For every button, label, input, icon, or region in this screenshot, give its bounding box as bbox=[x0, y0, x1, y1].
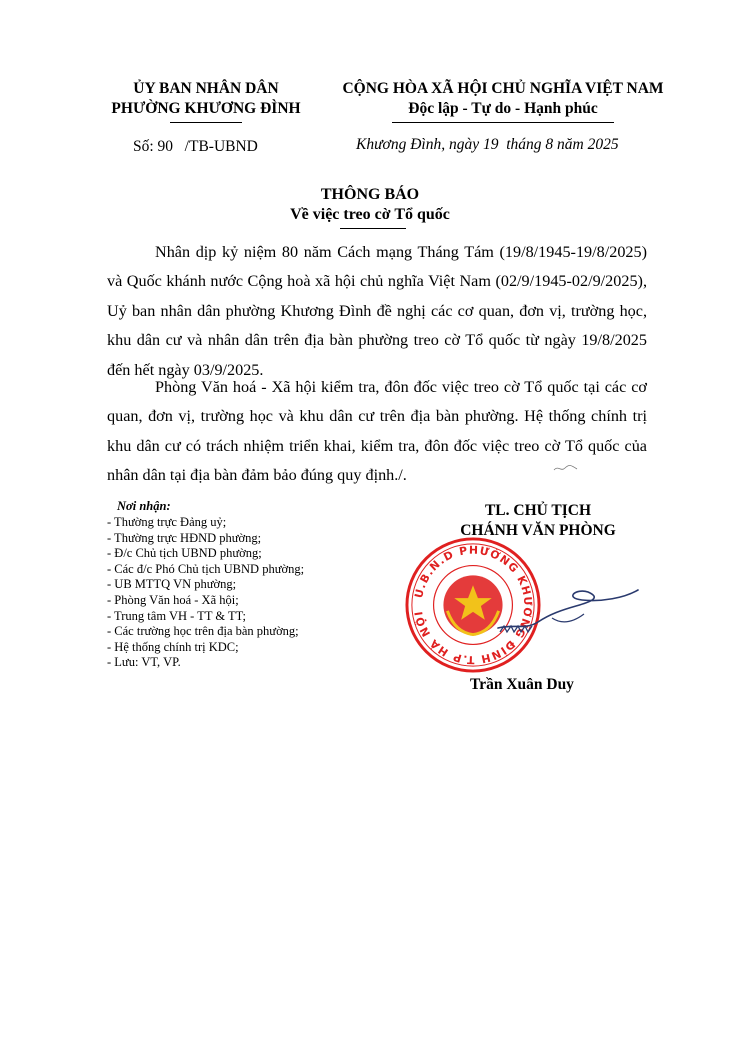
recipient-item: - Các trường học trên địa bàn phường; bbox=[107, 624, 299, 639]
signatory-title-1: TL. CHỦ TỊCH bbox=[484, 502, 592, 519]
nation-motto: Độc lập - Tự do - Hạnh phúc bbox=[408, 100, 598, 117]
handwritten-signature bbox=[492, 570, 642, 660]
recipient-item: - Lưu: VT, VP. bbox=[107, 655, 181, 670]
recipient-item: - Trung tâm VH - TT & TT; bbox=[107, 608, 247, 623]
document-number: Số: 90 /TB-UBND bbox=[133, 138, 258, 155]
org-name-line1: ỦY BAN NHÂN DÂN bbox=[133, 80, 279, 97]
recipient-item: - Thường trực HĐND phường; bbox=[107, 530, 262, 545]
recipient-item: - Hệ thống chính trị KDC; bbox=[107, 639, 239, 654]
body-paragraph-1-text: Nhân dịp kỷ niệm 80 năm Cách mạng Tháng Tám (19/8/1945-19/8/2025) và Quốc khánh nước Cộng hoà xã hội chủ nghĩa Việt Nam (02/9/1945-02/9/2025), Uỷ ban nhân dân phường Khương Đình đề nghị các cơ quan, đơn vị, trường học, khu dân cư và nhân dân trên địa bàn phường treo cờ Tổ quốc từ ngày 19/8/2025 đến hết ngày 03/9/2025. bbox=[107, 243, 647, 379]
body-paragraph-2-text: Phòng Văn hoá - Xã hội kiểm tra, đôn đốc việc treo cờ Tổ quốc tại các cơ quan, đơn vị, trường học và khu dân cư trên địa bàn phường. Hệ thống chính trị khu dân cư có trách nhiệm triển khai, kiểm tra, đôn đốc việc treo cờ Tổ quốc của nhân dân tại địa bàn đảm bảo đúng quy định./. bbox=[107, 378, 647, 485]
recipient-item: - Phòng Văn hoá - Xã hội; bbox=[107, 592, 239, 607]
recipient-item: - Thường trực Đảng uỷ; bbox=[107, 515, 227, 529]
signatory-title-2: CHÁNH VĂN PHÒNG bbox=[460, 522, 616, 539]
recipients-title: Nơi nhận: bbox=[117, 499, 171, 513]
recipient-item: - Đ/c Chủ tịch UBND phường; bbox=[107, 546, 262, 561]
nation-name: CỘNG HÒA XÃ HỘI CHỦ NGHĨA VIỆT NAM bbox=[342, 80, 664, 97]
org-name-line2: PHƯỜNG KHƯƠNG ĐÌNH bbox=[111, 100, 301, 117]
recipient-item: - Các đ/c Phó Chủ tịch UBND phường; bbox=[107, 561, 305, 576]
subtitle-underline bbox=[340, 228, 406, 229]
recipient-item: - UB MTTQ VN phường; bbox=[107, 577, 237, 592]
place-date: Khương Đình, ngày 19 tháng 8 năm 2025 bbox=[356, 136, 619, 153]
document-subtitle: Về việc treo cờ Tổ quốc bbox=[290, 206, 450, 223]
motto-underline bbox=[392, 122, 614, 123]
seal-text: U.B.N.D PHƯỜNG KHƯƠNG ĐÌNH T.P HÀ NỘI bbox=[412, 543, 535, 667]
document-title: THÔNG BÁO bbox=[320, 186, 420, 203]
signer-name: Trần Xuân Duy bbox=[470, 676, 574, 693]
body-paragraph-1 bbox=[107, 238, 647, 385]
initial-mark bbox=[553, 462, 579, 474]
recipients-list bbox=[107, 515, 304, 671]
org-underline bbox=[170, 122, 242, 123]
